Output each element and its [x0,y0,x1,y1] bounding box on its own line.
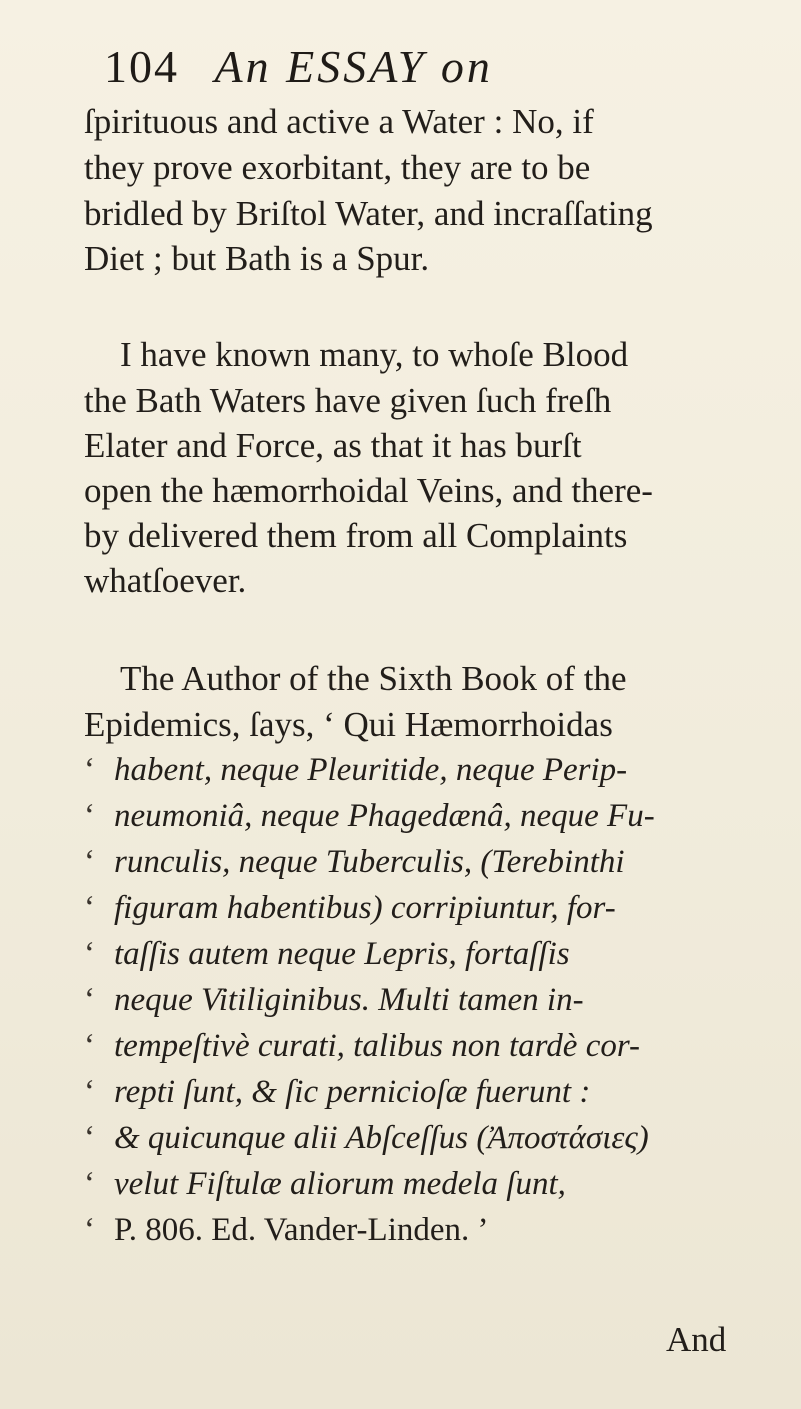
quote-mark: ‘ [84,936,95,972]
running-title: An ESSAY on [214,41,493,92]
quote-line [84,1024,793,1069]
text-line: Epidemics, ſays, ‘ Qui Hæmorrhoidas [84,705,613,744]
quote-text: neumoniâ, neque Phagedænâ, neque Fu- [114,798,655,834]
quote-mark: ‘ [84,982,95,1018]
quote-line [84,932,793,977]
catchword: And [666,1320,727,1359]
quote-text: habent, neque Pleuritide, neque Perip- [114,752,628,788]
text-line: I have known many, to whoſe Blood [120,335,629,374]
quote-line [84,1208,793,1253]
text-line: open the hæmorrhoidal Veins, and there- [84,471,653,510]
running-header [104,40,493,93]
quote-line [84,748,793,793]
quote-text: repti ſunt, & ſic pernicioſæ fuerunt : [114,1074,591,1110]
quote-mark: ‘ [84,1028,95,1064]
quote-mark: ‘ [84,844,95,880]
quote-text: velut Fiſtulæ aliorum medela ſunt, [114,1166,566,1202]
quote-text: & quicunque alii Abſceſſus (Ἀποστάσιες) [114,1120,649,1156]
text-line: bridled by Briſtol Water, and incraſſating [84,194,653,233]
quote-mark: ‘ [84,752,95,788]
quote-line [84,840,793,885]
quote-mark: ‘ [84,1120,95,1156]
text-line: whatſoever. [84,561,247,600]
text-line: ſpirituous and active a Water : No, if [84,102,594,141]
page-number: 104 [104,41,179,92]
text-line: the Bath Waters have given ſuch freſh [84,381,612,420]
quote-text: figuram habentibus) corripiuntur, for- [114,890,616,926]
quote-text: runculis, neque Tuberculis, (Terebinthi [114,844,625,880]
quote-mark: ‘ [84,1166,95,1202]
text-line: The Author of the Sixth Book of the [120,659,627,698]
quote-mark: ‘ [84,890,95,926]
quote-line [84,794,793,839]
text-line: Elater and Force, as that it has burſt [84,426,582,465]
quote-text: tempeſtivè curati, talibus non tardè cor- [114,1028,641,1064]
quote-line [84,1162,793,1207]
quote-line [84,978,793,1023]
quote-text: taſſis autem neque Lepris, fortaſſis [114,936,570,972]
text-line: Diet ; but Bath is a Spur. [84,239,430,278]
quote-text: neque Vitiliginibus. Multi tamen in- [114,982,584,1018]
text-line: by delivered them from all Complaints [84,516,628,555]
quote-text: P. 806. Ed. Vander-Linden. ’ [114,1212,489,1248]
quote-mark: ‘ [84,1212,95,1248]
text-line: they prove exorbitant, they are to be [84,148,591,187]
quote-line [84,1116,793,1161]
quote-mark: ‘ [84,798,95,834]
quote-line [84,1070,793,1115]
quote-line [84,886,793,931]
quote-mark: ‘ [84,1074,95,1110]
